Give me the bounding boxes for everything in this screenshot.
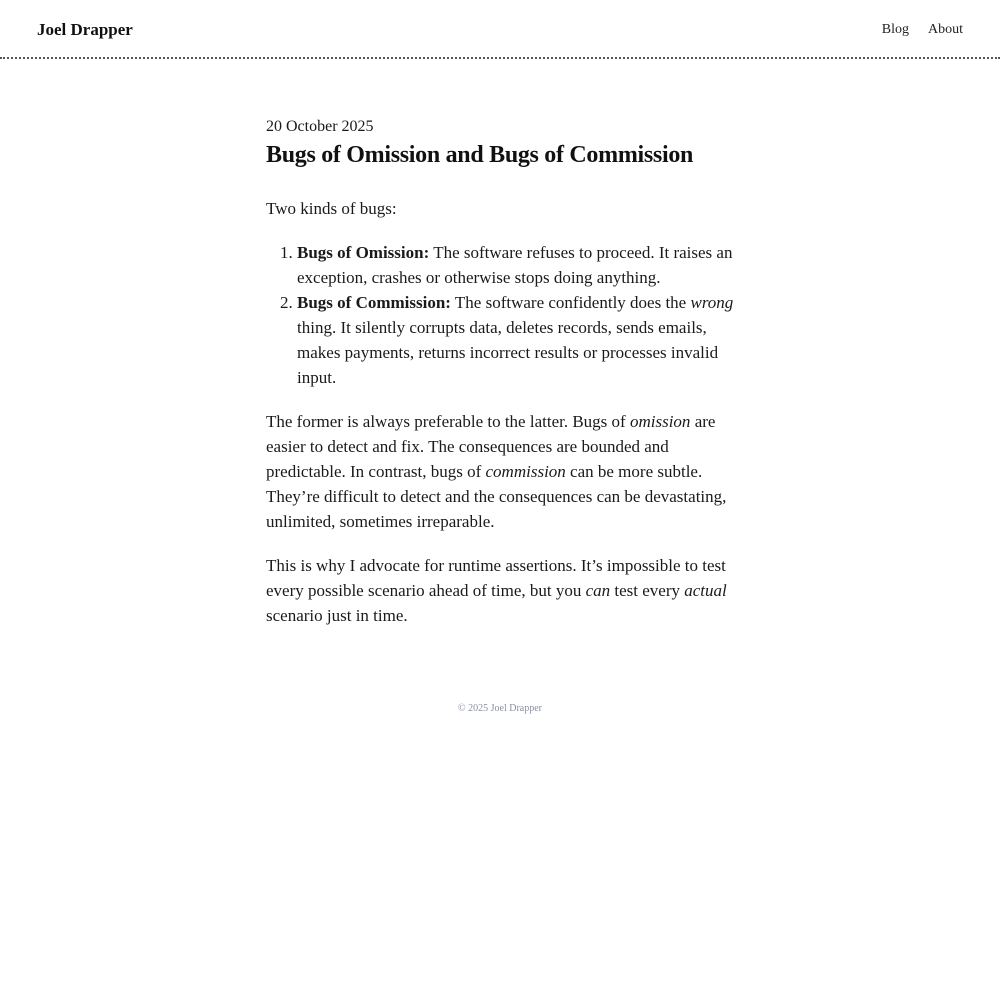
list-item-commission [297,290,736,390]
emphasis-commission: commission [485,462,566,481]
bug-list [266,240,736,390]
list-item-text: The software confidently does the [450,293,691,312]
body-paragraph [266,553,736,628]
nav-link-about[interactable]: About [928,22,963,37]
list-item-omission [297,240,736,290]
text-span: test every [610,581,685,600]
text-span: are easier to detect and fix. The consequences are bounded and predictable. In contrast, bugs of [266,412,716,481]
text-span: scenario just in time. [266,606,408,625]
post-title: Bugs of Omission and Bugs of Commission [266,142,694,168]
list-item-text: thing. It silently corrupts data, deletes records, sends emails, makes payments, returns incorrect results or processes invalid input. [297,318,719,387]
emphasis-can: can [585,581,611,600]
list-item-text: The software refuses to proceed. It raises an exception, crashes or otherwise stops doing anything. [297,243,733,287]
site-header [0,0,1000,59]
article [266,116,736,628]
nav-link-blog[interactable]: Blog [881,22,909,37]
body-paragraph [266,409,736,534]
emphasis-omission: omission [629,412,691,431]
list-item-term: Bugs of Commission: [297,293,451,312]
text-span: This is why I advocate for runtime assertions. It’s impossible to test every possible scenario ahead of time, but you [266,556,726,600]
site-title-link[interactable]: Joel Drapper [37,20,133,39]
emphasis-wrong: wrong [690,293,734,312]
copyright-text: © 2025 Joel Drapper [458,703,542,714]
intro-paragraph: Two kinds of bugs: [266,199,397,218]
emphasis-actual: actual [684,581,727,600]
site-footer [0,703,1000,714]
text-span: The former is always preferable to the latter. Bugs of [266,412,630,431]
main-nav [882,20,963,40]
list-item-term: Bugs of Omission: [297,243,430,262]
text-span: can be more subtle. They’re difficult to detect and the consequences can be devastating, unlimited, sometimes irreparable. [266,462,727,531]
post-date: 20 October 2025 [266,118,374,135]
